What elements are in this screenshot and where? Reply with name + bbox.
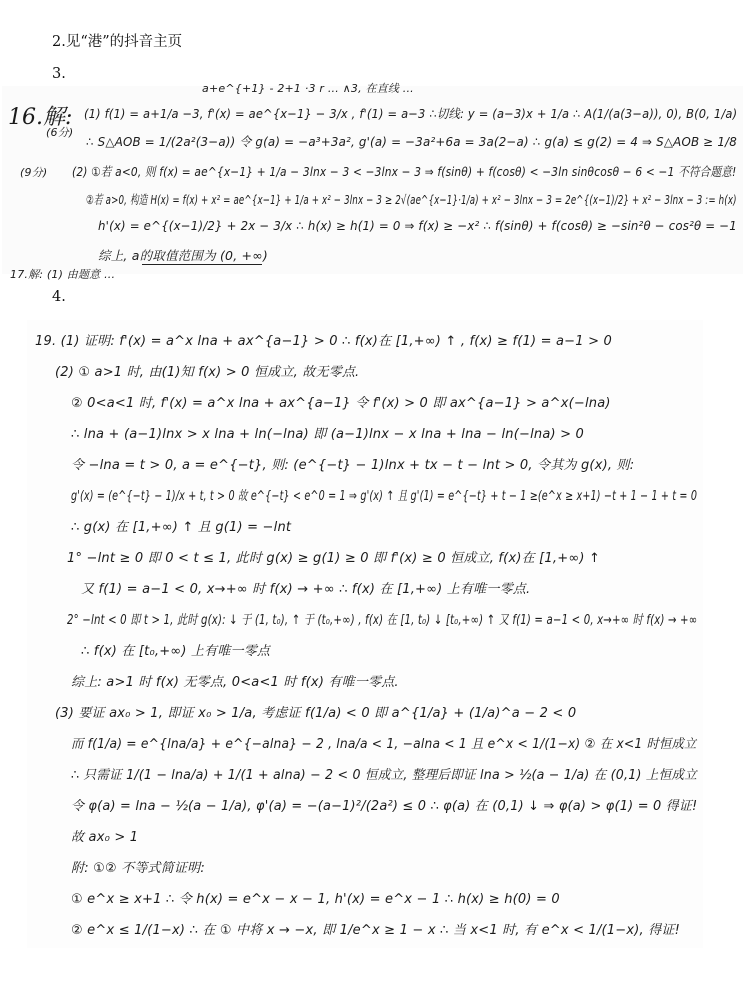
handwritten-solution-16-image <box>2 82 743 281</box>
solution-line: 综上: a>1 时 f(x) 无零点, 0<a<1 时 f(x) 有唯一零点. <box>71 675 399 690</box>
solution-line: 令 φ(a) = lna − ½(a − 1/a), φ'(a) = −(a−1)²/(2a²) ≤ 0 ∴ φ(a) 在 (0,1) ↓ ⇒ φ(a) > φ(1) = 0 得证! <box>71 799 698 814</box>
solution-line: 而 f(1/a) = e^{lna/a} + e^{−alna} − 2 , lna/a < 1, −alna < 1 且 e^x < 1/(1−x) ② 在 x<1 时恒成立 <box>71 737 697 752</box>
cropped-bottom-text: 17.解: (1) 由题意 ... <box>10 268 116 281</box>
score-note-1: (6分) <box>46 126 74 139</box>
solution-line: g'(x) = (e^{−t} − 1)/x + t, t > 0 故 e^{−t} < e^0 = 1 ⇒ g'(x) ↑ 且 g'(1) = e^{−t} + t − 1 ≥(e^x ≥ x+1) −t + 1 − 1 + t = 0 <box>71 489 698 504</box>
solution-line: ∴ 只需证 1/(1 − lna/a) + 1/(1 + alna) − 2 < 0 恒成立, 整理后即证 lna > ½(a − 1/a) 在 (0,1) 上恒成立 <box>71 768 698 783</box>
solution-line: (1) f(1) = a+1/a −3, f'(x) = ae^{x−1} − 3/x , f'(1) = a−3 ∴切线: y = (a−3)x + 1/a ∴ A(1/(a(3−a)), 0), B(0, 1/a) <box>84 106 738 121</box>
solution-line: (2) ①若 a<0, 则 f(x) = ae^{x−1} + 1/a − 3lnx − 3 < −3lnx − 3 ⇒ f(sinθ) + f(cosθ) < −3ln sinθcosθ − 6 < −1 不符合题意! <box>72 164 737 179</box>
solution-line: ∴ f(x) 在 [t₀,+∞) 上有唯一零点 <box>81 644 271 659</box>
solution-line: 2° −lnt < 0 即 t > 1, 此时 g(x): ↓ 于 (1, t₀), ↑ 于 (t₀,+∞) , f(x) 在 [1, t₀) ↓ [t₀,+∞) ↑ 又 f(1) = a−1 < 0, x→+∞ 时 f(x) → +∞ <box>67 613 698 628</box>
answer-underline <box>142 264 262 265</box>
item-4-heading: 4. <box>52 289 66 305</box>
solution-line: h'(x) = e^{(x−1)/2} + 2x − 3/x ∴ h(x) ≥ h(1) = 0 ⇒ f(x) ≥ −x² ∴ f(sinθ) + f(cosθ) ≥ −sin²θ − cos²θ = −1 <box>98 218 737 233</box>
score-note-2: (9分) <box>20 166 48 179</box>
solution-line: ② 0<a<1 时, f'(x) = a^x lna + ax^{a−1} 令 f'(x) > 0 即 ax^{a−1} > a^x(−lna) <box>71 396 611 411</box>
solution-label: 16.解: <box>8 105 73 130</box>
solution-line: ∴ S△AOB = 1/(2a²(3−a)) 令 g(a) = −a³+3a², g'(a) = −3a²+6a = 3a(2−a) ∴ g(a) ≤ g(2) = 4 ⇒ S△AOB ≥ 1/8 <box>86 134 737 149</box>
solution-line: ① e^x ≥ x+1 ∴ 令 h(x) = e^x − x − 1, h'(x) = e^x − 1 ∴ h(x) ≥ h(0) = 0 <box>71 892 560 907</box>
solution-line: 又 f(1) = a−1 < 0, x→+∞ 时 f(x) → +∞ ∴ f(x) 在 [1,+∞) 上有唯一零点. <box>81 582 531 597</box>
solution-line: 综上, a的取值范围为 (0, +∞) <box>98 248 268 263</box>
solution-line: ② e^x ≤ 1/(1−x) ∴ 在 ① 中将 x → −x, 即 1/e^x ≥ 1 − x ∴ 当 x<1 时, 有 e^x < 1/(1−x), 得证! <box>71 923 681 938</box>
cropped-top-text: a+e^{+1} - 2+1 ·3 r ... ∧3, 在直线 ... <box>202 82 414 95</box>
solution-line: ∴ g(x) 在 [1,+∞) ↑ 且 g(1) = −lnt <box>71 520 292 535</box>
solution-line: 令 −lna = t > 0, a = e^{−t}, 则: (e^{−t} − 1)lnx + tx − t − lnt > 0, 令其为 g(x), 则: <box>71 458 635 473</box>
solution-line: 19. (1) 证明: f'(x) = a^x lna + ax^{a−1} > 0 ∴ f(x)在 [1,+∞) ↑ , f(x) ≥ f(1) = a−1 > 0 <box>35 334 612 349</box>
solution-line: (3) 要证 ax₀ > 1, 即证 x₀ > 1/a, 考虑证 f(1/a) < 0 即 a^{1/a} + (1/a)^a − 2 < 0 <box>55 706 577 721</box>
item-2-heading: 2.见“港”的抖音主页 <box>52 34 183 50</box>
solution-line: (2) ① a>1 时, 由(1)知 f(x) > 0 恒成立, 故无零点. <box>55 365 360 380</box>
solution-line: ②若 a>0, 构造 H(x) = f(x) + x² = ae^{x−1} + 1/a + x² − 3lnx − 3 ≥ 2√(ae^{x−1}·1/a) + x² − 3lnx − 3 = 2e^{(x−1)/2} + x² − 3lnx − 3 := h(x) <box>86 192 737 207</box>
handwritten-solution-19-image <box>27 320 703 948</box>
solution-line: 附: ①② 不等式简证明: <box>71 861 205 876</box>
solution-line: 1° −lnt ≥ 0 即 0 < t ≤ 1, 此时 g(x) ≥ g(1) ≥ 0 即 f'(x) ≥ 0 恒成立, f(x)在 [1,+∞) ↑ <box>67 551 601 566</box>
solution-line: 故 ax₀ > 1 <box>71 830 139 845</box>
solution-line: ∴ lna + (a−1)lnx > x lna + ln(−lna) 即 (a−1)lnx − x lna + lna − ln(−lna) > 0 <box>71 427 585 442</box>
item-3-heading: 3. <box>52 66 66 82</box>
